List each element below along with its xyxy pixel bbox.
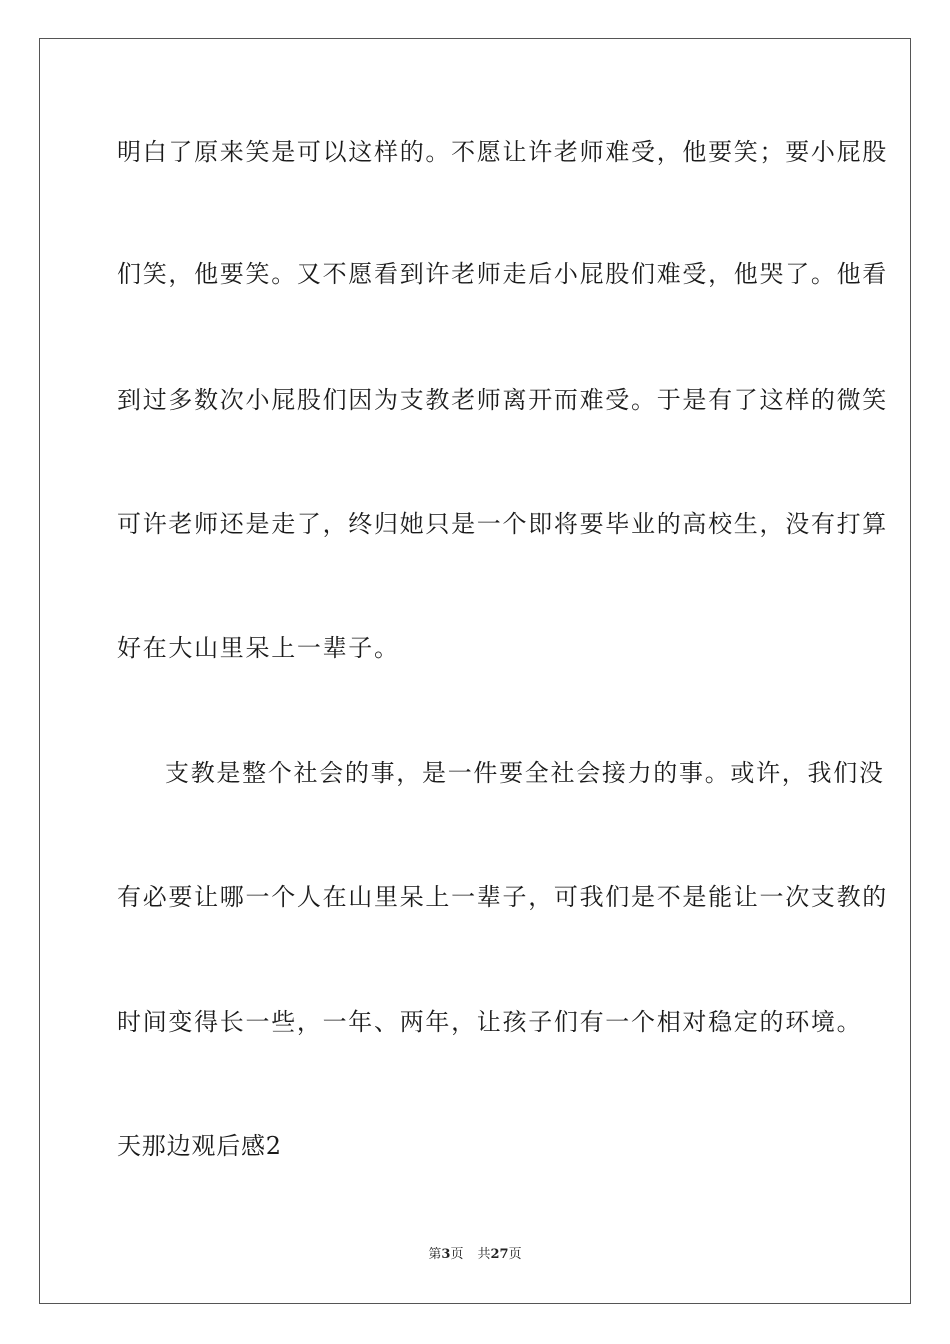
body-text-line: 有必要让哪一个人在山里呆上一辈子，可我们是不是能让一次支教的 — [117, 883, 888, 911]
body-text-line: 时间变得长一些，一年、两年，让孩子们有一个相对稳定的环境。 — [117, 1008, 863, 1036]
body-text-line: 明白了原来笑是可以这样的。不愿让许老师难受，他要笑；要小屁股 — [117, 138, 888, 166]
body-text-line: 们笑，他要笑。又不愿看到许老师走后小屁股们难受，他哭了。他看 — [117, 260, 888, 288]
page-number-prefix: 第 — [428, 1247, 442, 1262]
page-footer — [0, 1246, 950, 1264]
body-text-line: 到过多数次小屁股们因为支教老师离开而难受。于是有了这样的微笑 — [117, 386, 888, 414]
body-text-line: 可许老师还是走了，终归她只是一个即将要毕业的高校生，没有打算 — [117, 510, 888, 538]
current-page-number: 3 — [441, 1247, 451, 1262]
total-page-count: 27 — [490, 1247, 509, 1262]
total-pages-suffix: 页 — [508, 1247, 522, 1262]
paragraph-start-line: 支教是整个社会的事，是一件要全社会接力的事。或许，我们没 — [165, 759, 885, 787]
section-heading: 天那边观后感2 — [117, 1132, 282, 1160]
total-pages-prefix: 共 — [477, 1247, 491, 1262]
page-number-suffix: 页 — [450, 1247, 464, 1262]
page-border — [39, 38, 911, 1304]
body-text-line: 好在大山里呆上一辈子。 — [117, 634, 400, 662]
